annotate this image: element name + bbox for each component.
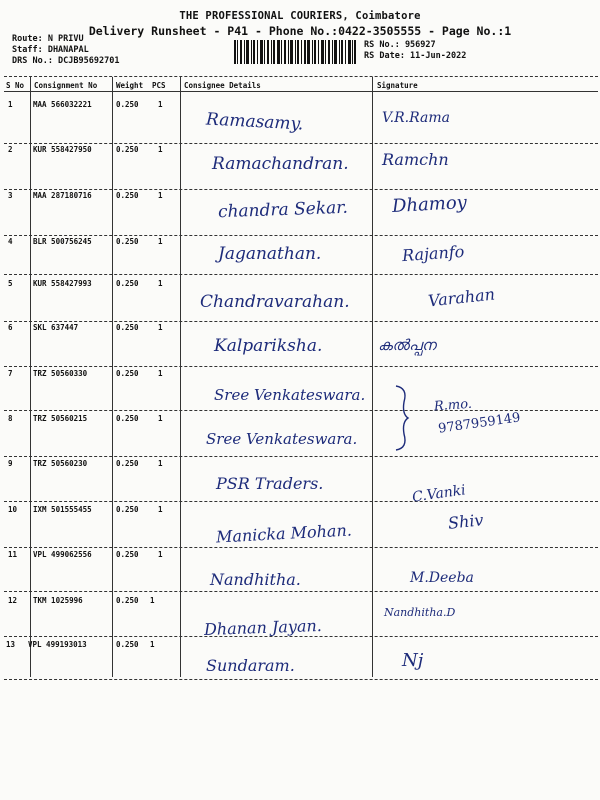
signature-mark: M.Deeba	[410, 570, 474, 586]
row-rule	[4, 456, 598, 457]
consignee-handwriting: Manicka Mohan.	[215, 520, 353, 547]
signature-mark: V.R.Rama	[382, 110, 450, 126]
consignee-handwriting: Dhanan Jayan.	[203, 615, 323, 640]
row-weight: 0.250	[116, 145, 139, 154]
consignee-handwriting: Kalpariksha.	[214, 336, 323, 356]
row-rule	[4, 501, 598, 502]
row-pcs: 1	[158, 369, 163, 378]
row-sno: 11	[8, 550, 18, 559]
row-rule	[4, 366, 598, 367]
shared-signature-name: R.mo.	[433, 396, 473, 415]
row-sno: 6	[8, 323, 13, 332]
consignee-handwriting: Ramasamy.	[205, 109, 304, 135]
col-divider	[372, 77, 373, 677]
header-rule	[4, 91, 598, 92]
row-consignment: TRZ 50560215	[33, 414, 88, 423]
row-weight: 0.250	[116, 596, 139, 605]
row-consignment: TKM 1025996	[33, 596, 83, 605]
row-consignment: MAA 566032221	[33, 100, 92, 109]
row-sno: 1	[8, 100, 13, 109]
row-pcs: 1	[158, 414, 163, 423]
consignee-handwriting: Jaganathan.	[218, 244, 322, 264]
signature-mark: Varahan	[427, 284, 496, 311]
row-sno: 8	[8, 414, 13, 423]
consignee-handwriting: Ramachandran.	[212, 154, 349, 174]
row-rule	[4, 189, 598, 190]
meta-right	[364, 40, 466, 62]
row-pcs: 1	[158, 191, 163, 200]
row-weight: 0.250	[116, 640, 139, 649]
row-rule	[4, 143, 598, 144]
row-sno: 12	[8, 596, 18, 605]
row-rule	[4, 636, 598, 637]
staff-label: Staff: DHANAPAL	[12, 45, 89, 55]
row-consignment: VPL 499062556	[33, 550, 92, 559]
row-sno: 4	[8, 237, 13, 246]
runsheet-subtitle: Delivery Runsheet - P41 - Phone No.:0422-3505555 - Page No.:1	[88, 24, 512, 38]
row-consignment: KUR 558427950	[33, 145, 92, 154]
row-weight: 0.250	[116, 550, 139, 559]
row-pcs: 1	[158, 279, 163, 288]
signature-mark: Ramchn	[382, 150, 449, 169]
row-rule	[4, 679, 598, 680]
row-weight: 0.250	[116, 323, 139, 332]
row-weight: 0.250	[116, 459, 139, 468]
bracket-mark	[394, 384, 410, 452]
row-sno: 13	[6, 640, 16, 649]
row-rule	[4, 547, 598, 548]
consignee-handwriting: Sree Venkateswara.	[206, 430, 358, 448]
consignee-handwriting: Sree Venkateswara.	[214, 386, 366, 404]
table-top-rule	[4, 76, 598, 77]
row-weight: 0.250	[116, 237, 139, 246]
row-pcs: 1	[158, 550, 163, 559]
consignee-handwriting: chandra Sekar.	[217, 197, 349, 223]
row-pcs: 1	[158, 100, 163, 109]
consignee-handwriting: PSR Traders.	[216, 474, 324, 493]
col-divider	[112, 77, 113, 677]
col-header-signature: Signature	[377, 81, 418, 90]
col-divider	[30, 77, 31, 677]
shared-signature-phone: 9787959149	[437, 410, 522, 437]
col-header-consignee: Consignee Details	[184, 81, 261, 90]
signature-mark: Nj	[402, 650, 424, 671]
signature-mark: Nandhitha.D	[384, 606, 456, 619]
rs-number: RS No.: 956927	[364, 40, 436, 50]
row-consignment: IXM 501555455	[33, 505, 92, 514]
col-header-consignment: Consignment No	[34, 81, 98, 90]
row-pcs: 1	[150, 640, 155, 649]
row-pcs: 1	[158, 505, 163, 514]
row-sno: 5	[8, 279, 13, 288]
consignee-handwriting: Chandravarahan.	[200, 292, 350, 312]
consignee-handwriting: Nandhitha.	[210, 570, 301, 589]
drs-label: DRS No.: DCJB95692701	[12, 56, 120, 66]
row-weight: 0.250	[116, 100, 139, 109]
signature-mark: Shiv	[447, 510, 485, 533]
row-rule	[4, 274, 598, 275]
row-pcs: 1	[158, 237, 163, 246]
row-consignment: BLR 500756245	[33, 237, 92, 246]
row-consignment: VPL 499193013	[28, 640, 87, 649]
row-consignment: TRZ 50560230	[33, 459, 88, 468]
row-pcs: 1	[150, 596, 155, 605]
consignee-handwriting: Sundaram.	[206, 656, 295, 675]
row-weight: 0.250	[116, 505, 139, 514]
col-header-sno: S No	[6, 81, 25, 90]
row-sno: 3	[8, 191, 13, 200]
row-sno: 7	[8, 369, 13, 378]
row-pcs: 1	[158, 323, 163, 332]
row-consignment: MAA 287180716	[33, 191, 92, 200]
row-rule	[4, 321, 598, 322]
row-weight: 0.250	[116, 414, 139, 423]
company-title: THE PROFESSIONAL COURIERS, Coimbatore	[179, 10, 421, 22]
row-weight: 0.250	[116, 279, 139, 288]
signature-mark: C.Vanki	[411, 482, 467, 506]
row-consignment: TRZ 50560330	[33, 369, 88, 378]
row-pcs: 1	[158, 459, 163, 468]
row-rule	[4, 235, 598, 236]
col-divider	[180, 77, 181, 677]
row-sno: 2	[8, 145, 13, 154]
row-sno: 10	[8, 505, 18, 514]
col-header-weight: Weight	[116, 81, 144, 90]
row-sno: 9	[8, 459, 13, 468]
row-pcs: 1	[158, 145, 163, 154]
row-consignment: KUR 558427993	[33, 279, 92, 288]
row-consignment: SKL 637447	[33, 323, 79, 332]
meta-left	[12, 34, 119, 67]
rs-date: RS Date: 11-Jun-2022	[364, 51, 467, 61]
row-weight: 0.250	[116, 191, 139, 200]
barcode	[234, 40, 356, 64]
row-rule	[4, 591, 598, 592]
route-label: Route: N PRIVU	[12, 34, 84, 44]
signature-mark: Rajanfo	[401, 241, 465, 266]
signature-mark: കൽപ്പന	[378, 336, 436, 354]
signature-mark: Dhamoy	[391, 192, 468, 217]
row-weight: 0.250	[116, 369, 139, 378]
col-header-pcs: PCS	[152, 81, 166, 90]
